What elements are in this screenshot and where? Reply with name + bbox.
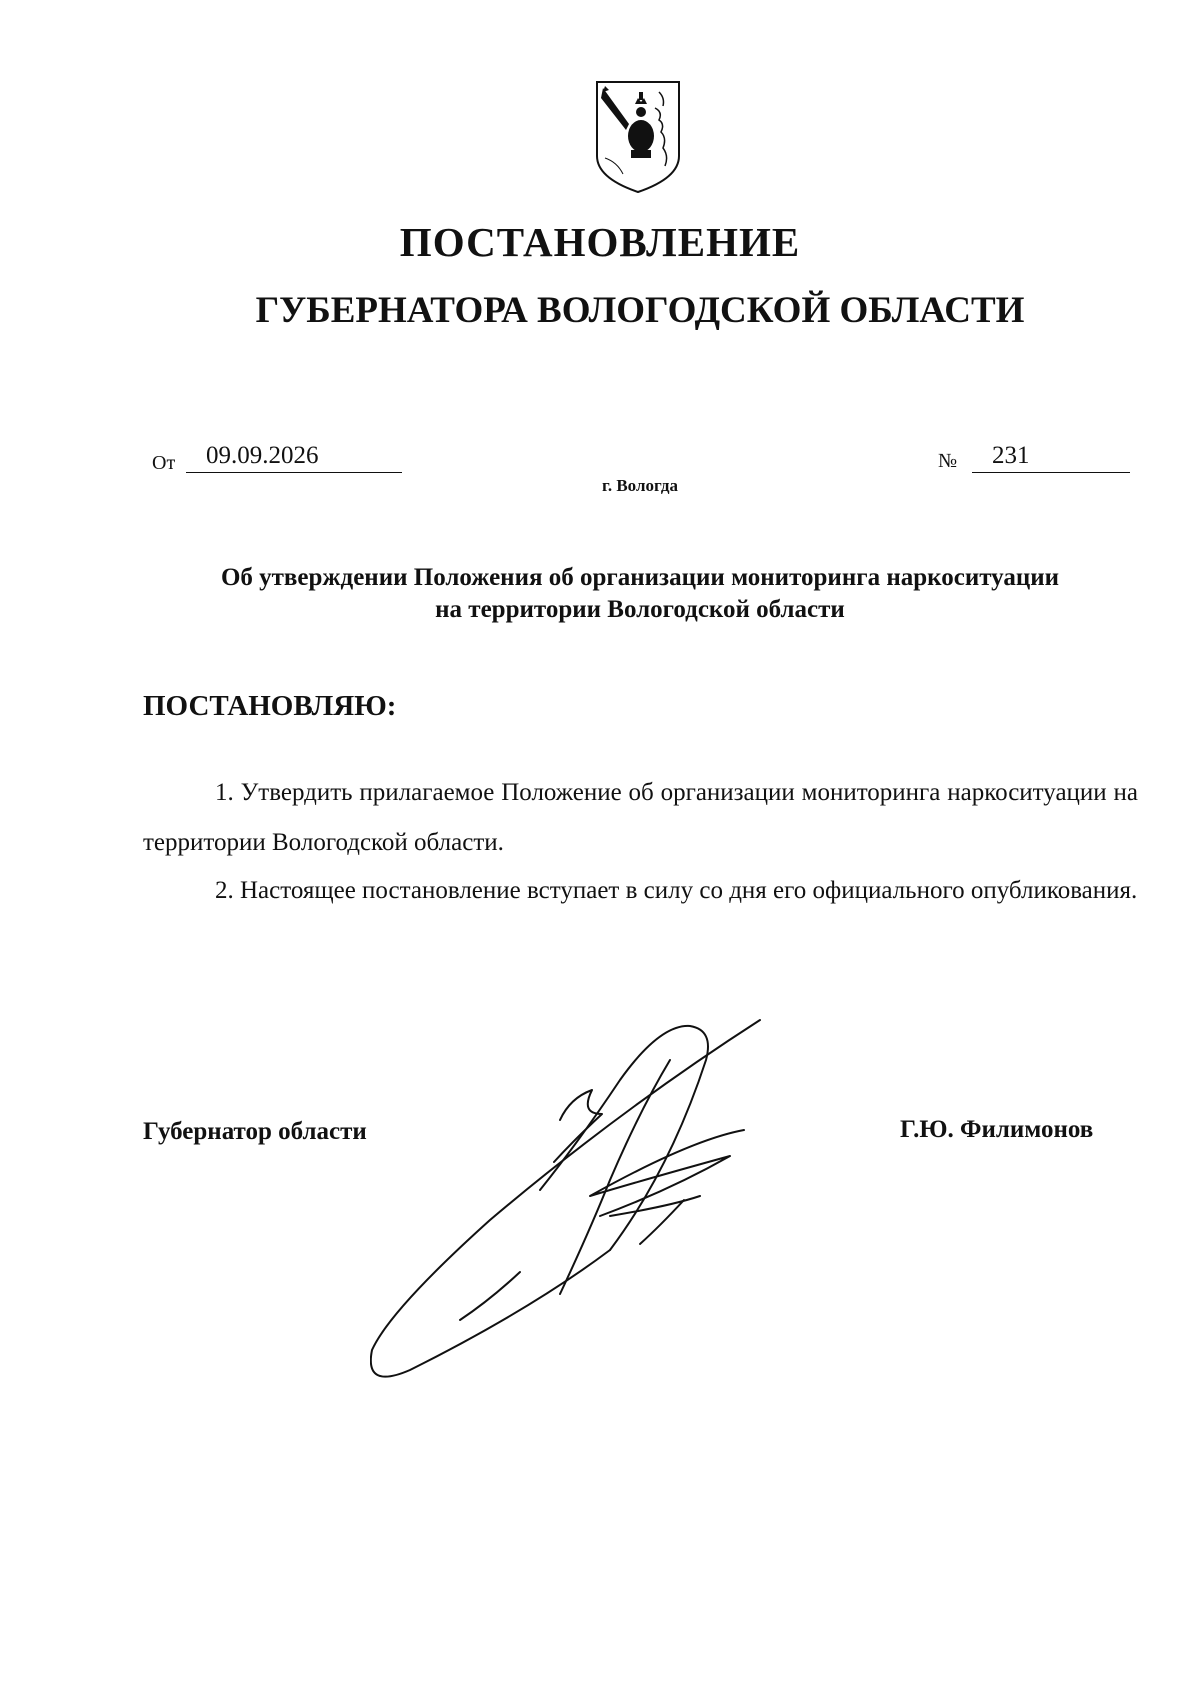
number-value: 231 bbox=[972, 440, 1130, 473]
body-item-2: 2. Настоящее постановление вступает в силу со дня его официального опубликования. bbox=[215, 877, 1138, 904]
subject-line-1: Об утверждении Положения об организации мониторинга наркоситуации bbox=[220, 564, 1060, 591]
document-subtitle: ГУБЕРНАТОРА ВОЛОГОДСКОЙ ОБЛАСТИ bbox=[255, 290, 1025, 331]
city-label: г. Вологда bbox=[602, 476, 678, 495]
signer-position: Губернатор области bbox=[143, 1118, 367, 1145]
handwritten-signature-icon bbox=[370, 990, 910, 1390]
document-subject bbox=[140, 562, 1140, 626]
signer-name: Г.Ю. Филимонов bbox=[900, 1116, 1094, 1143]
document-body bbox=[143, 768, 1138, 914]
subject-line-2: на территории Вологодской области bbox=[435, 596, 845, 623]
number-prefix: № bbox=[938, 450, 958, 472]
coat-of-arms-icon bbox=[593, 78, 683, 196]
resolve-heading: ПОСТАНОВЛЯЮ: bbox=[143, 690, 397, 722]
document-title: ПОСТАНОВЛЕНИЕ bbox=[399, 219, 801, 265]
date-value: 09.09.2026 bbox=[186, 440, 402, 473]
body-item-1: 1. Утвердить прилагаемое Положение об организации мониторинга наркоситуации на территории Вологодской области. bbox=[143, 779, 1138, 856]
date-prefix: От bbox=[152, 452, 176, 474]
number-field bbox=[938, 440, 1130, 476]
